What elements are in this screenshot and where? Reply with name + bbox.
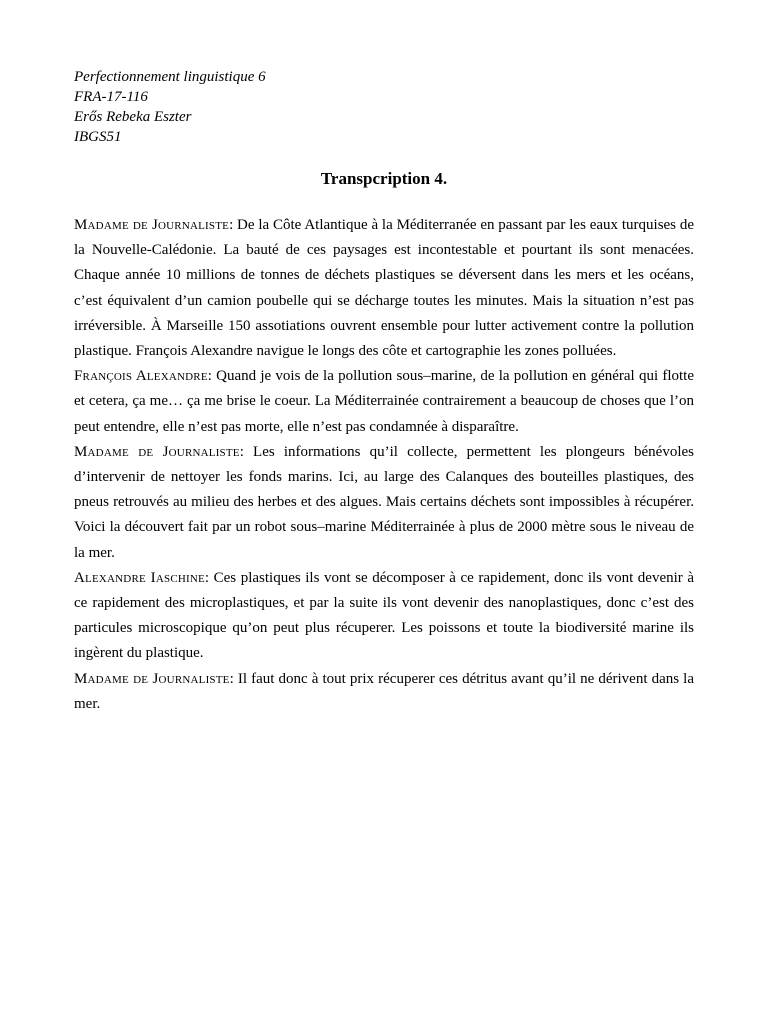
- transcript-paragraph: [74, 213, 694, 364]
- paragraph-text: : Ces plastiques ils vont se décomposer à ce rapidement, donc ils vont devenir à ce rapidement des microplastiques, et par la suite ils vont devenir des nanoplastiques, donc c’est des particules microscopique qu’on peut plus récuperer. Les poissons et toute la biodiversité marine ils ingèrent du plastique.: [74, 569, 694, 662]
- speaker-name: Madame de Journaliste: [74, 443, 240, 460]
- transcript-paragraph: [74, 440, 694, 566]
- document-title: Transpcription 4.: [320, 169, 448, 188]
- course-name: Perfectionnement linguistique 6: [74, 69, 266, 85]
- speaker-name: Madame de Journaliste: [74, 217, 230, 233]
- transcript-body: [74, 213, 694, 717]
- paragraph-text: : Il faut donc à tout prix récuperer ces détritus avant qu’il ne dérivent dans la mer.: [74, 670, 694, 712]
- transcript-paragraph: [74, 667, 694, 717]
- transcript-paragraph: [74, 364, 694, 440]
- author-name: Erős Rebeka Eszter: [74, 109, 192, 125]
- transcript-paragraph: [74, 566, 694, 667]
- speaker-name: Madame de Journaliste: [74, 670, 230, 687]
- student-id: IBGS51: [74, 129, 122, 145]
- paragraph-text: : Quand je vois de la pollution sous–marine, de la pollution en général qui flotte et cetera, ça me… ça me brise le coeur. La Méditerrainée contrairement a beaucoup de choses que l’on peut entendre, elle n’est pas morte, elle n’est pas condamnée à disparaître.: [74, 368, 694, 435]
- document-header: [74, 67, 694, 147]
- paragraph-text: : De la Côte Atlantique à la Méditerranée en passant par les eaux turquises de la Nouvelle-Calédonie. La bauté de ces paysages est incontestable et pourtant ils sont menacées. Chaque année 10 millions de tonnes de déchets plastiques se déversent dans les mers et les océans, c’est équivalent d’un camion poubelle qui se décharge toutes les minutes. Mais la situation n’est pas irréversible. À Marseille 150 assotiations ouvrent ensemble pour lutter activement contre la pollution plastique. François Alexandre navigue le longs des côte et cartographie les zones polluées.: [74, 217, 694, 360]
- speaker-name: Alexandre Iaschine: [74, 569, 205, 586]
- paragraph-text: : Les informations qu’il collecte, permettent les plongeurs bénévoles d’intervenir de nettoyer les fonds marins. Ici, au large des Calanques des bouteilles plastiques, des pneus retrouvés au milieu des herbes et des algues. Mais certains déchets sont impossibles à récupérer. Voici la découvert fait par un robot sous–marine Méditerrainée à plus de 2000 mètre sous le niveau de la mer.: [74, 443, 694, 561]
- course-code: FRA-17-116: [74, 89, 148, 105]
- speaker-name: François Alexandre: [74, 368, 208, 385]
